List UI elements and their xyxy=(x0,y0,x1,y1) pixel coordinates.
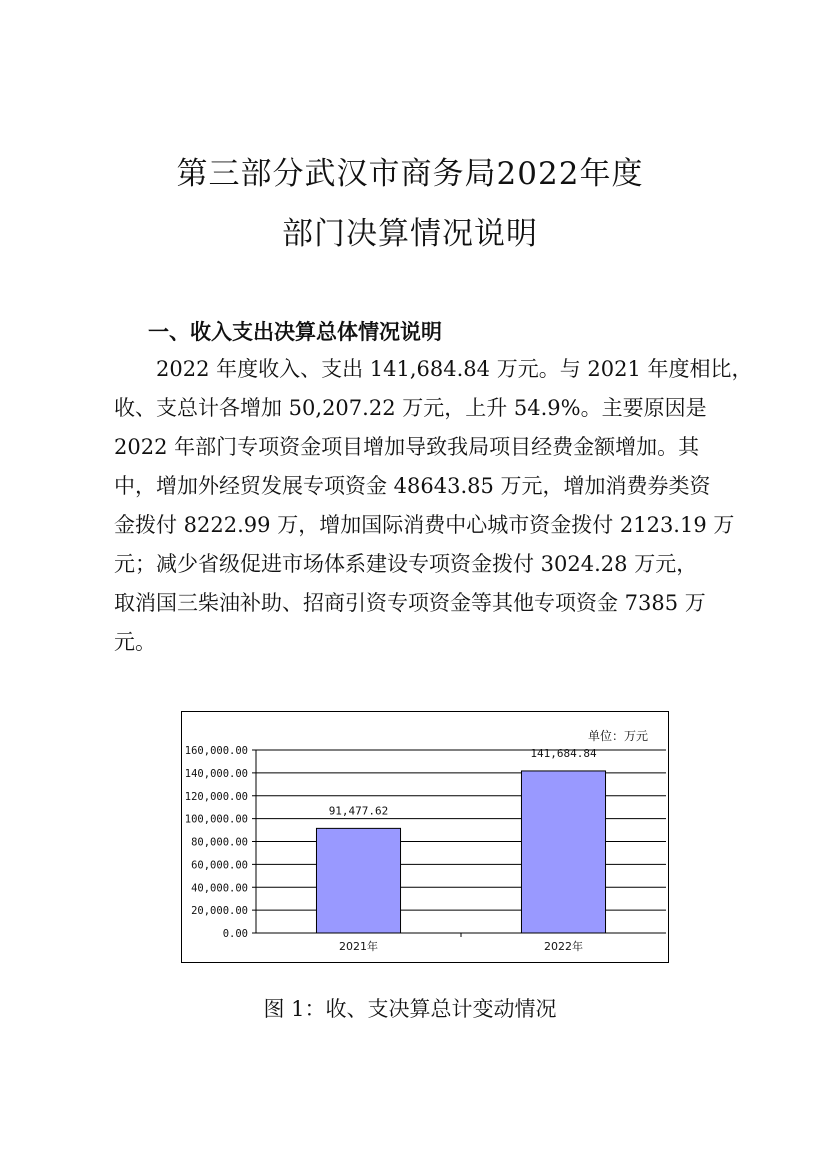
bar-value-label: 141,684.84 xyxy=(530,746,597,760)
y-tick-label: 40,000.00 xyxy=(191,882,248,895)
bar-chart xyxy=(181,711,669,963)
figure-caption: 图 1：收、支决算总计变动情况 xyxy=(263,997,557,1021)
body-line: 金拨付 8222.99 万，增加国际消费中心城市资金拨付 2123.19 万 xyxy=(114,513,735,537)
unit-label: 单位：万元 xyxy=(587,729,648,743)
bar xyxy=(316,828,400,933)
y-tick-label: 100,000.00 xyxy=(184,813,248,826)
bar-value-label: 91,477.62 xyxy=(328,804,389,818)
x-tick-label: 2022年 xyxy=(544,940,583,953)
bar xyxy=(521,771,605,933)
x-tick-label: 2021年 xyxy=(339,940,378,953)
body-line: 2022 年度收入、支出 141,684.84 万元。与 2021 年度相比， xyxy=(114,357,753,381)
body-line: 取消国三柴油补助、招商引资专项资金等其他专项资金 7385 万 xyxy=(114,591,706,615)
page-title-line1: 第三部分武汉市商务局2022年度 xyxy=(176,156,644,192)
body-line: 2022 年部门专项资金项目增加导致我局项目经费金额增加。其 xyxy=(114,435,700,459)
y-tick-label: 0.00 xyxy=(222,928,248,940)
body-line: 中，增加外经贸发展专项资金 48643.85 万元，增加消费券类资 xyxy=(114,474,711,498)
y-tick-label: 80,000.00 xyxy=(191,836,248,849)
section-body xyxy=(114,350,753,662)
bar-chart-svg xyxy=(182,712,670,964)
page-title-line2: 部门决算情况说明 xyxy=(282,216,538,252)
section-heading: 一、收入支出决算总体情况说明 xyxy=(148,320,442,344)
y-tick-label: 140,000.00 xyxy=(184,767,248,780)
y-tick-label: 60,000.00 xyxy=(191,859,248,872)
y-tick-label: 160,000.00 xyxy=(184,745,248,757)
y-tick-label: 20,000.00 xyxy=(191,905,248,918)
body-line: 元。 xyxy=(114,630,156,654)
body-line: 元；减少省级促进市场体系建设专项资金拨付 3024.28 万元， xyxy=(114,552,698,576)
body-line: 收、支总计各增加 50,207.22 万元，上升 54.9%。主要原因是 xyxy=(114,396,707,420)
y-tick-label: 120,000.00 xyxy=(184,790,248,803)
